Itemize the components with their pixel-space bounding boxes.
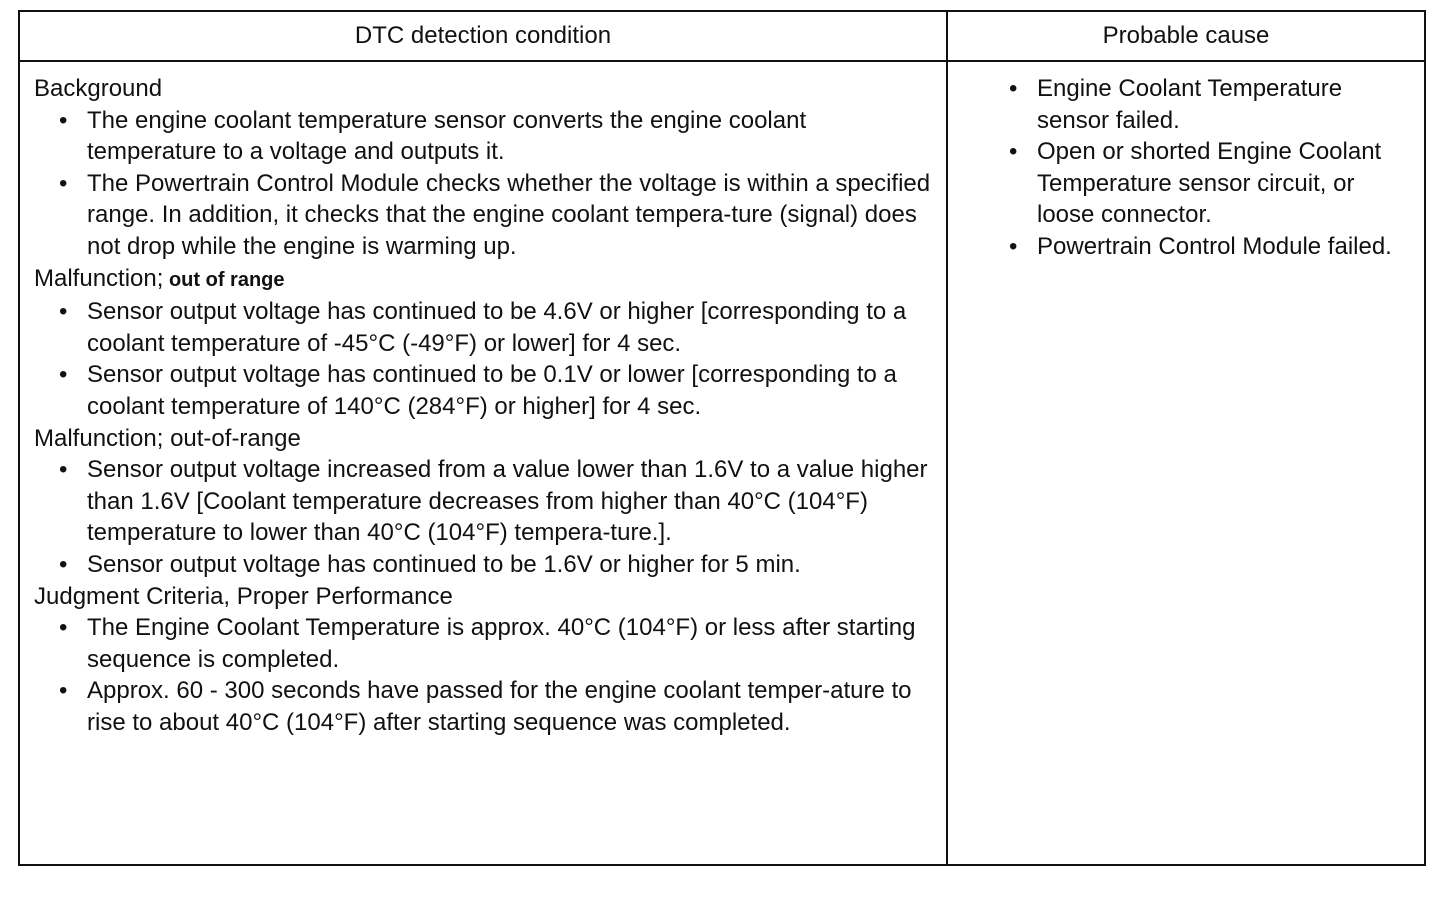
table-header-row (20, 12, 1424, 62)
header-dtc-detection-condition: DTC detection condition (20, 12, 948, 60)
section-background (34, 73, 938, 263)
bullet-icon: • (59, 456, 68, 484)
list-item-text: The Engine Coolant Temperature is approx. 40°C (104°F) or less after starting sequence is completed. (87, 614, 916, 673)
list-item-text: Sensor output voltage has continued to be 0.1V or lower [corresponding to a coolant temperature of 140°C (284°F) or higher] for 4 sec. (87, 361, 897, 420)
list-item (1009, 136, 1418, 231)
section-title (34, 423, 938, 455)
bullet-icon: • (59, 361, 68, 389)
section-malfunction-out-of-range (34, 263, 938, 423)
list-item (59, 105, 938, 168)
bullet-icon: • (59, 298, 68, 326)
probable-cause-cell (948, 62, 1424, 864)
probable-cause-list (984, 73, 1418, 263)
bullet-icon: • (1009, 232, 1018, 260)
list-item (59, 549, 938, 581)
list-item-text: Approx. 60 - 300 seconds have passed for the engine coolant temper-ature to rise to about 40°C (104°F) after starting sequence was completed. (87, 677, 912, 736)
section-title (34, 263, 938, 297)
list-item (59, 168, 938, 263)
bullet-icon: • (59, 614, 68, 642)
section-title (34, 73, 938, 105)
section-title-text: Malfunction; out-of-range (34, 424, 301, 452)
section-title (34, 581, 938, 613)
section-title-suffix: out of range (163, 268, 285, 291)
section-title-text: Malfunction; (34, 264, 164, 292)
list-item-text: Open or shorted Engine Coolant Temperature sensor circuit, or loose connector. (1037, 138, 1382, 229)
list-item (59, 359, 938, 422)
table-body-row (20, 62, 1424, 864)
list-item-text: The Powertrain Control Module checks whether the voltage is within a specified range. In addition, it checks that the engine coolant tempera-ture (signal) does not drop while the engine is warming up. (87, 169, 931, 260)
bullet-icon: • (1009, 75, 1018, 102)
list-item (1009, 231, 1418, 263)
list-item (59, 675, 938, 738)
list-item (59, 454, 938, 549)
list-item-text: Sensor output voltage increased from a value lower than 1.6V to a value higher than 1.6V [Coolant temperature decreases from higher than 40°C (104°F) temperature to lower than 40°C (104°F) tempera-ture.]. (87, 456, 928, 547)
list-item-text: Powertrain Control Module failed. (1037, 232, 1392, 260)
list-item-text: Sensor output voltage has continued to be 1.6V or higher for 5 min. (87, 550, 801, 578)
bullet-list (34, 105, 938, 263)
bullet-icon: • (1009, 138, 1018, 166)
dtc-table (18, 10, 1426, 866)
list-item-text: Engine Coolant Temperature sensor failed. (1037, 75, 1343, 134)
list-item (59, 296, 938, 359)
header-probable-cause: Probable cause (1102, 22, 1270, 49)
list-item (1009, 73, 1418, 136)
bullet-list (34, 612, 938, 738)
list-item (59, 612, 938, 675)
bullet-icon: • (59, 677, 68, 705)
condition-cell (20, 62, 948, 864)
bullet-list (34, 454, 938, 580)
list-item-text: Sensor output voltage has continued to be 4.6V or higher [corresponding to a coolant temperature of -45°C (-49°F) or lower] for 4 sec. (87, 298, 907, 357)
section-judgment-criteria (34, 581, 938, 739)
section-malfunction-out-of-range-2 (34, 423, 938, 581)
section-title-text: Background (34, 75, 163, 102)
bullet-icon: • (59, 169, 68, 197)
list-item-text: The engine coolant temperature sensor converts the engine coolant temperature to a voltage and outputs it. (87, 106, 807, 166)
section-title-text: Judgment Criteria, Proper Performance (34, 582, 453, 610)
bullet-icon: • (59, 550, 68, 578)
bullet-list (34, 296, 938, 422)
bullet-icon: • (59, 106, 68, 134)
